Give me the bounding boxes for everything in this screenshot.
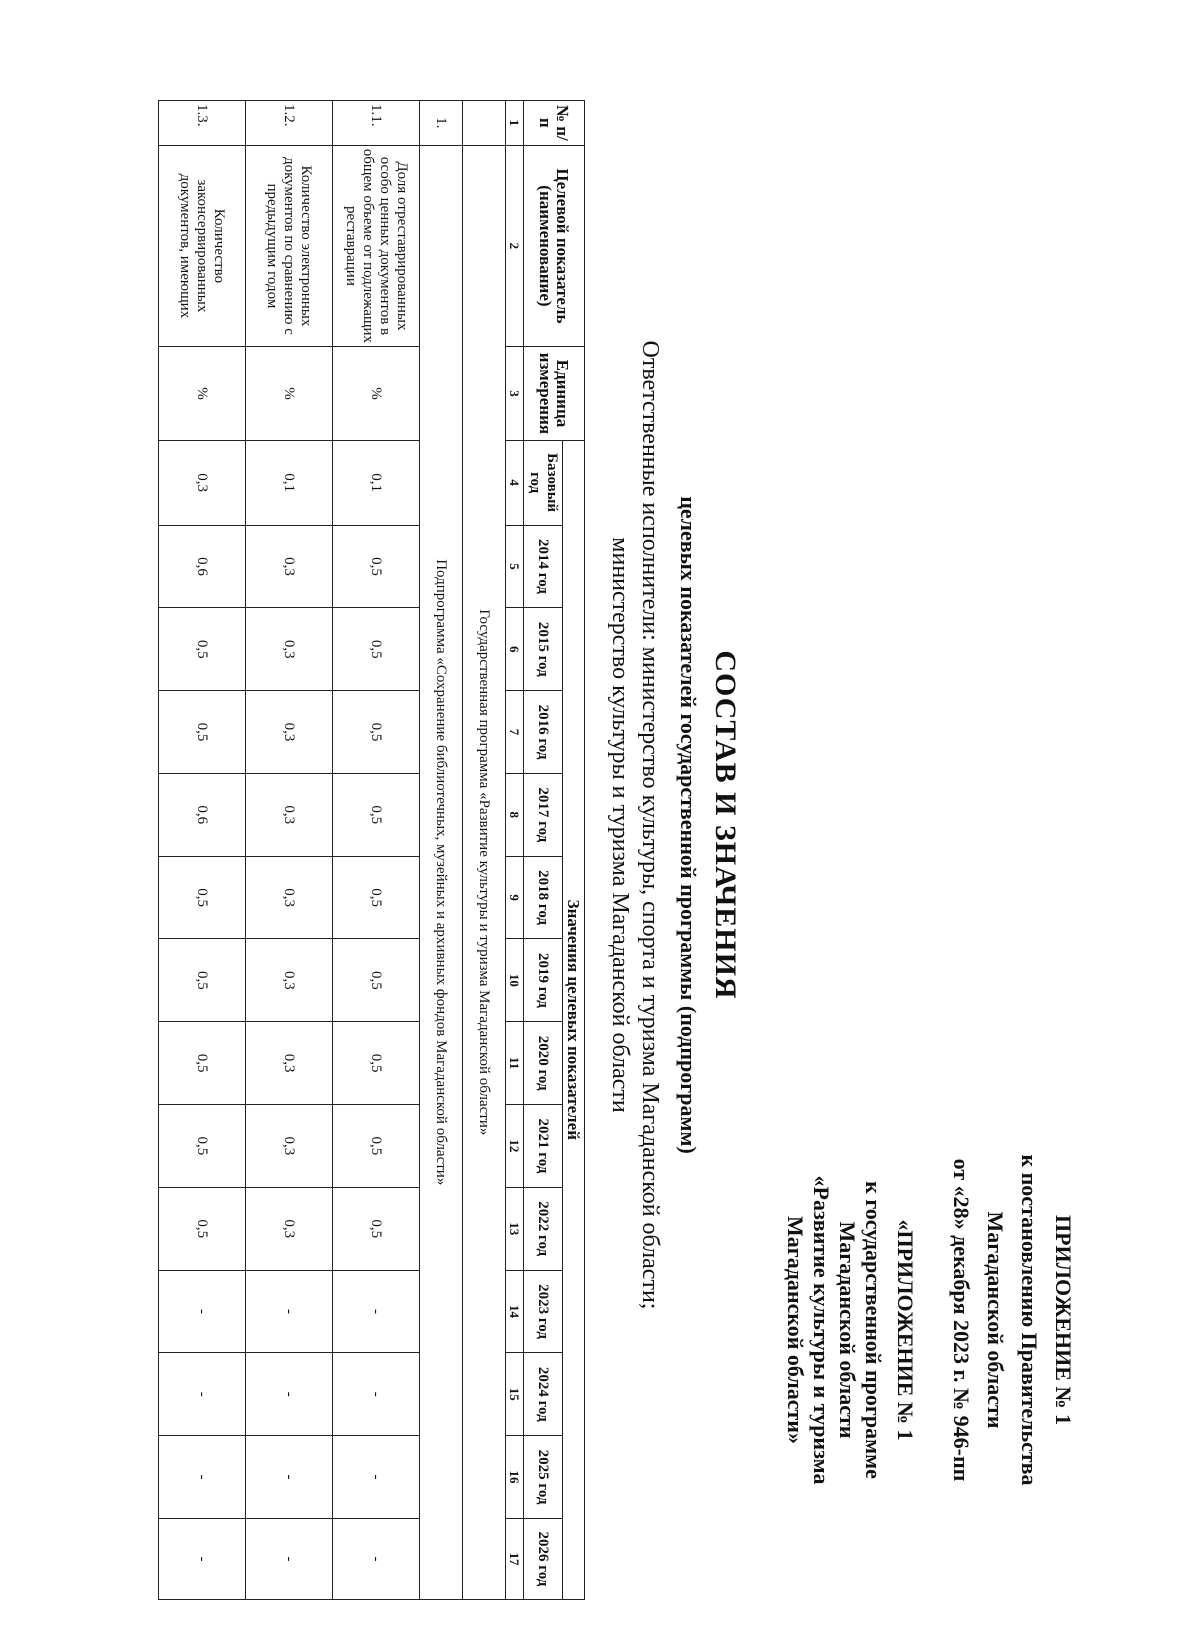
row-value: 0,3 (246, 856, 333, 939)
empty-cell (463, 101, 506, 146)
header-unit: Единица измерения (524, 347, 585, 440)
row-value: - (333, 1353, 420, 1436)
document-subtitle: целевых показателей государственной программы (подпрограмм) (676, 496, 701, 1154)
header-indicator: Целевой показатель (наименование) (524, 145, 585, 347)
row-value: - (159, 1353, 246, 1436)
row-value: - (333, 1436, 420, 1519)
column-number: 12 (506, 1105, 524, 1188)
row-value: 0,5 (333, 773, 420, 856)
row-value: 0,3 (246, 1105, 333, 1188)
row-value: 0,5 (333, 608, 420, 691)
row-num: 1.3. (159, 101, 246, 146)
row-value: 0,3 (246, 1022, 333, 1105)
program-appendix-line: Магаданской области (835, 1221, 860, 1439)
header-year: 2014 год (524, 525, 563, 608)
row-indicator-name: Количество законсервированных документов, имеющих (159, 145, 246, 347)
row-value: 0,6 (159, 773, 246, 856)
row-value: 0,3 (246, 691, 333, 774)
program-title: Государственная программа «Развитие культуры и туризма Магаданской области» (463, 145, 506, 1599)
column-number: 17 (506, 1518, 524, 1599)
column-number: 8 (506, 773, 524, 856)
indicators-table (158, 100, 585, 1600)
row-value: 0,5 (333, 1187, 420, 1270)
column-number: 1 (506, 101, 524, 146)
row-value: 0,5 (333, 856, 420, 939)
row-value: 0,3 (246, 525, 333, 608)
program-row (463, 101, 506, 1600)
column-number: 3 (506, 347, 524, 440)
table-row (333, 101, 420, 1600)
row-value: - (333, 1518, 420, 1599)
row-value: 0,5 (333, 1022, 420, 1105)
row-value: 0,5 (159, 856, 246, 939)
row-indicator-name: Количество электронных документов по сравнению с предыдущим годом (246, 145, 333, 347)
program-appendix-header (782, 1060, 918, 1600)
header-year: 2015 год (524, 608, 563, 691)
appendix-line: к постановлению Правительства (1017, 1154, 1042, 1486)
column-number: 9 (506, 856, 524, 939)
header-year: 2024 год (524, 1353, 563, 1436)
subprogram-num: 1. (420, 101, 463, 146)
row-value: 0,5 (333, 525, 420, 608)
column-number: 10 (506, 939, 524, 1022)
title-block (605, 300, 745, 1350)
row-value: 0,6 (159, 525, 246, 608)
appendix-title: ПРИЛОЖЕНИЕ № 1 (1051, 1214, 1076, 1426)
column-number: 16 (506, 1436, 524, 1519)
row-value: 0,5 (159, 1022, 246, 1105)
table-row (246, 101, 333, 1600)
header-year: 2019 год (524, 939, 563, 1022)
row-value: 0,5 (159, 608, 246, 691)
header-values-group: Значения целевых показателей (563, 440, 585, 1599)
header-year: 2017 год (524, 773, 563, 856)
header-year: 2026 год (524, 1518, 563, 1599)
row-value: 0,1 (333, 440, 420, 525)
row-value: - (159, 1270, 246, 1353)
row-num: 1.1. (333, 101, 420, 146)
row-value: 0,5 (333, 1105, 420, 1188)
row-unit: % (159, 347, 246, 440)
column-numbers-row (506, 101, 524, 1600)
appendix-line: от «28» декабря 2023 г. № 946-пп (949, 1158, 974, 1482)
column-number: 13 (506, 1187, 524, 1270)
row-value: 0,5 (159, 691, 246, 774)
row-value: - (246, 1436, 333, 1519)
column-number: 14 (506, 1270, 524, 1353)
row-value: 0,3 (246, 1187, 333, 1270)
document-title: СОСТАВ И ЗНАЧЕНИЯ (709, 650, 742, 1000)
subprogram-row (420, 101, 463, 1600)
header-year: 2022 год (524, 1187, 563, 1270)
header-num: № п/п (524, 101, 585, 146)
header-year: 2023 год (524, 1270, 563, 1353)
row-num: 1.2. (246, 101, 333, 146)
row-value: 0,3 (159, 440, 246, 525)
row-value: - (246, 1518, 333, 1599)
row-value: - (246, 1353, 333, 1436)
column-number: 5 (506, 525, 524, 608)
table-row (159, 101, 246, 1600)
program-appendix-line: Магаданской области» (783, 1216, 808, 1444)
header-year: 2025 год (524, 1436, 563, 1519)
header-year: 2016 год (524, 691, 563, 774)
column-number: 2 (506, 145, 524, 347)
responsible-line: министерство культуры и туризма Магаданской области (607, 537, 633, 1113)
row-value: - (159, 1518, 246, 1599)
row-value: 0,5 (333, 691, 420, 774)
header-year: Базовый год (524, 440, 563, 525)
row-value: 0,3 (246, 939, 333, 1022)
row-value: - (246, 1270, 333, 1353)
header-year: 2020 год (524, 1022, 563, 1105)
responsible-line: Ответственные исполнители: министерство культуры, спорта и туризма Магаданской области; (637, 340, 663, 1310)
column-number: 7 (506, 691, 524, 774)
subprogram-title: Подпрограмма «Сохранение библиотечных, музейных и архивных фондов Магаданской области» (420, 145, 463, 1599)
row-value: - (159, 1436, 246, 1519)
column-number: 4 (506, 440, 524, 525)
responsible-executors (605, 300, 665, 1350)
program-appendix-line: «Развитие культуры и туризма (809, 1175, 834, 1485)
row-value: - (333, 1270, 420, 1353)
row-value: 0,5 (159, 1187, 246, 1270)
header-year: 2021 год (524, 1105, 563, 1188)
appendix-header (944, 1040, 1080, 1600)
column-number: 15 (506, 1353, 524, 1436)
row-value: 0,3 (246, 608, 333, 691)
row-unit: % (333, 347, 420, 440)
column-number: 6 (506, 608, 524, 691)
row-value: 0,5 (159, 939, 246, 1022)
column-number: 11 (506, 1022, 524, 1105)
header-year: 2018 год (524, 856, 563, 939)
program-appendix-line: к государственной программе (861, 1181, 886, 1479)
row-value: 0,5 (333, 939, 420, 1022)
row-value: 0,1 (246, 440, 333, 525)
row-indicator-name: Доля отреставрированных особо ценных документов в общем объеме от подлежащих реставрации (333, 145, 420, 347)
program-appendix-title: «ПРИЛОЖЕНИЕ № 1 (893, 1219, 918, 1441)
row-value: 0,3 (246, 773, 333, 856)
row-unit: % (246, 347, 333, 440)
appendix-line: Магаданской области (983, 1211, 1008, 1429)
row-value: 0,5 (159, 1105, 246, 1188)
